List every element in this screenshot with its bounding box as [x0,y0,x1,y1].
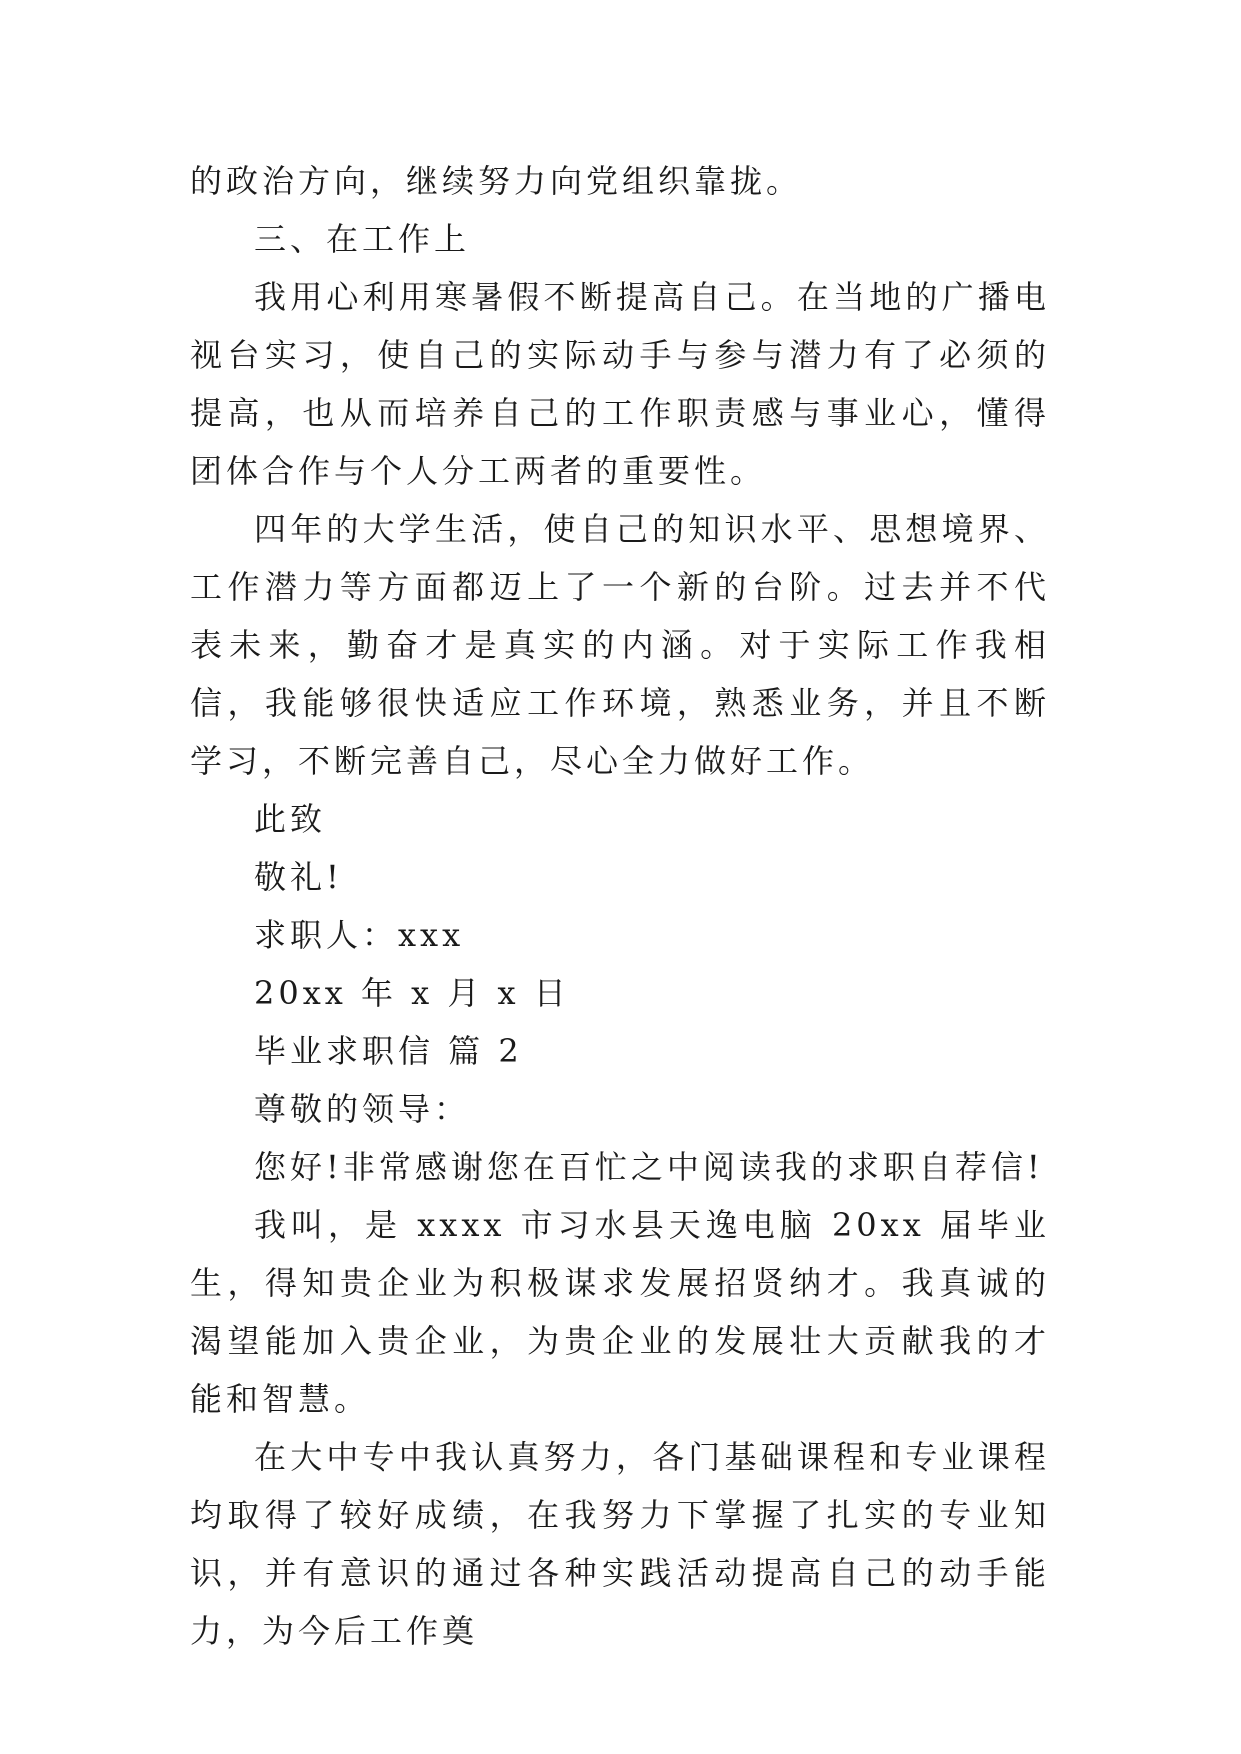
opening-thanks: 您好!非常感谢您在百忙之中阅读我的求职自荐信! [254,1148,1044,1186]
document-page [190,152,1050,1660]
closing-salutation: 此致 [254,800,327,838]
section-heading-work: 三、在工作上 [254,220,471,258]
paragraph-introduction: 我叫，是 xxxx 市习水县天逸电脑 20xx 届毕业生，得知贵企业为积极谋求发展招贤纳才。我真诚的渴望能加入贵企业，为贵企业的发展壮大贡献我的才能和智慧。 [190,1206,1050,1418]
signature-date: 20xx 年 x 月 x 日 [254,974,570,1012]
paragraph-studies: 在大中专中我认真努力，各门基础课程和专业课程均取得了较好成绩，在我努力下掌握了扎实的专业知识，并有意识的通过各种实践活动提高自己的动手能力，为今后工作奠 [190,1438,1050,1650]
closing-regards: 敬礼! [254,858,343,896]
paragraph-university-life: 四年的大学生活，使自己的知识水平、思想境界、工作潜力等方面都迈上了一个新的台阶。过去并不代表未来，勤奋才是真实的内涵。对于实际工作我相信，我能够很快适应工作环境，熟悉业务，并且不断学习，不断完善自己，尽心全力做好工作。 [190,510,1050,780]
paragraph-political-direction: 的政治方向，继续努力向党组织靠拢。 [190,162,803,200]
paragraph-internship: 我用心利用寒暑假不断提高自己。在当地的广播电视台实习，使自己的实际动手与参与潜力有了必须的提高，也从而培养自己的工作职责感与事业心，懂得团体合作与个人分工两者的重要性。 [190,278,1050,490]
greeting: 尊敬的领导： [254,1090,471,1128]
signature-applicant: 求职人：xxx [254,916,465,954]
letter-title: 毕业求职信 篇 2 [254,1032,523,1070]
